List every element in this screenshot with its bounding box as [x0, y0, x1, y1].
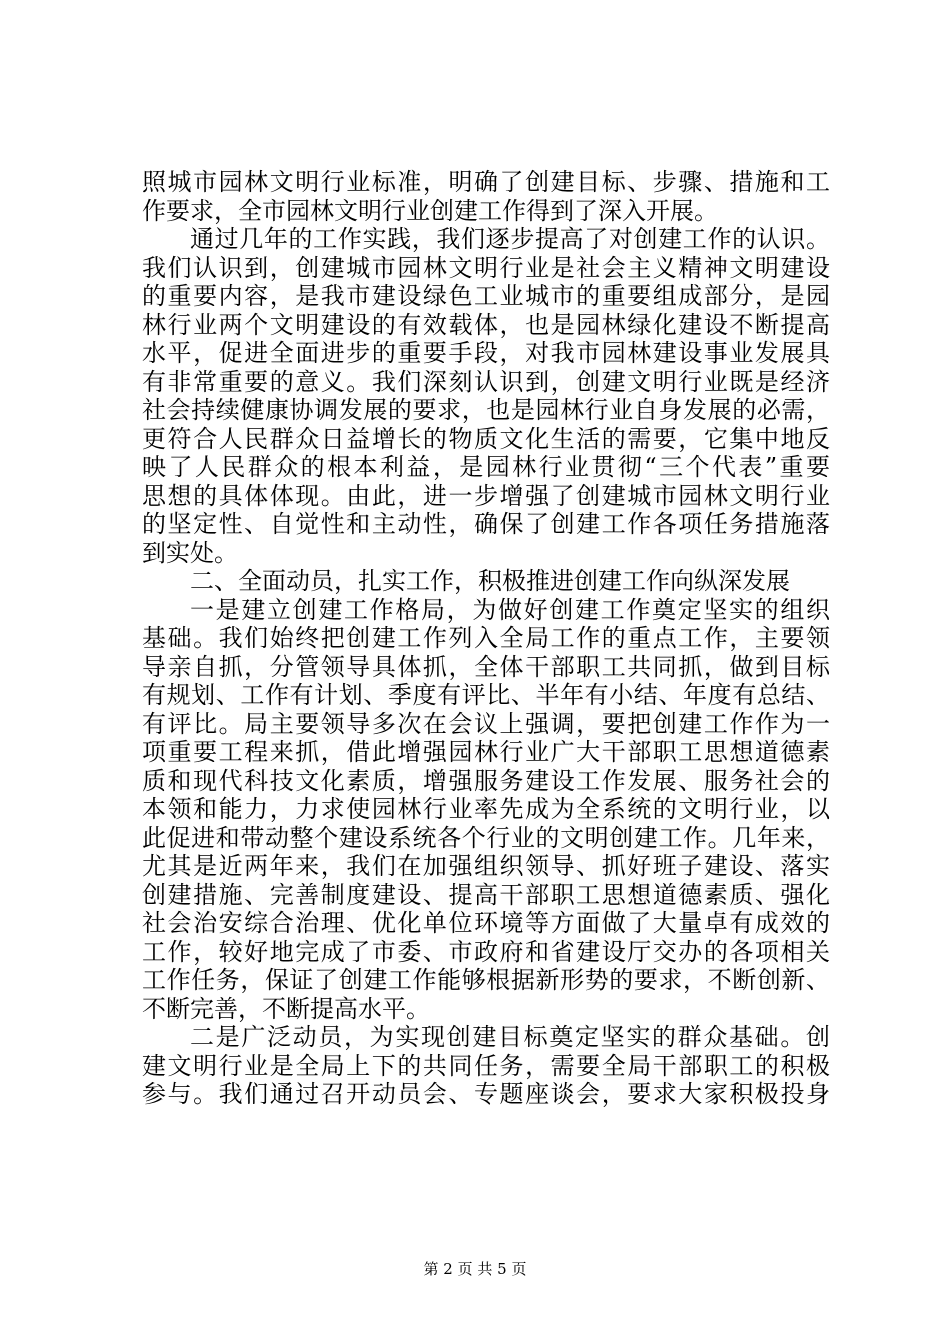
text-line: 思想的具体体现。由此，进一步增强了创建城市园林文明行业: [142, 481, 830, 510]
text-line: 我们认识到，创建城市园林文明行业是社会主义精神文明建设: [142, 253, 830, 282]
section-heading: 二、全面动员，扎实工作，积极推进创建工作向纵深发展: [190, 567, 790, 595]
text-line: 林行业两个文明建设的有效载体，也是园林绿化建设不断提高: [142, 310, 830, 339]
text-line: 建文明行业是全局上下的共同任务，需要全局干部职工的积极: [142, 1051, 830, 1080]
paragraph-first-line: 通过几年的工作实践，我们逐步提高了对创建工作的认识。: [190, 225, 830, 253]
text-line: 作要求，全市园林文明行业创建工作得到了深入开展。: [142, 196, 718, 225]
text-line: 到实处。: [142, 538, 238, 567]
text-line: 映了人民群众的根本利益，是园林行业贯彻“三个代表”重要: [142, 453, 830, 481]
text-line: 基础。我们始终把创建工作列入全局工作的重点工作，主要领: [142, 624, 830, 652]
text-line: 质和现代科技文化素质，增强服务建设工作发展、服务社会的: [142, 766, 830, 795]
text-line: 工作，较好地完成了市委、市政府和省建设厅交办的各项相关: [142, 937, 830, 966]
text-line: 此促进和带动整个建设系统各个行业的文明创建工作。几年来，: [142, 823, 830, 852]
text-line: 社会治安综合治理、优化单位环境等方面做了大量卓有成效的: [142, 909, 830, 937]
text-line: 水平，促进全面进步的重要手段，对我市园林建设事业发展具: [142, 339, 830, 367]
body-text: [142, 168, 830, 1109]
text-line: 有非常重要的意义。我们深刻认识到，创建文明行业既是经济: [142, 367, 830, 396]
text-line: 有评比。局主要领导多次在会议上强调，要把创建工作作为一: [142, 709, 830, 738]
text-line: 项重要工程来抓，借此增强园林行业广大干部职工思想道德素: [142, 738, 830, 766]
text-line: 更符合人民群众日益增长的物质文化生活的需要，它集中地反: [142, 424, 830, 453]
text-line: 社会持续健康协调发展的要求，也是园林行业自身发展的必需，: [142, 396, 830, 424]
text-line: 不断完善，不断提高水平。: [142, 994, 430, 1023]
text-line: 参与。我们通过召开动员会、专题座谈会，要求大家积极投身: [142, 1080, 830, 1108]
paragraph-first-line: 一是建立创建工作格局，为做好创建工作奠定坚实的组织: [190, 595, 830, 624]
paragraph-first-line: 二是广泛动员，为实现创建目标奠定坚实的群众基础。创: [190, 1023, 830, 1051]
text-line: 有规划、工作有计划、季度有评比、半年有小结、年度有总结、: [142, 681, 830, 709]
text-line: 工作任务，保证了创建工作能够根据新形势的要求，不断创新、: [142, 966, 830, 994]
text-line: 照城市园林文明行业标准，明确了创建目标、步骤、措施和工: [142, 168, 830, 196]
text-line: 导亲自抓，分管领导具体抓，全体干部职工共同抓，做到目标: [142, 652, 830, 681]
text-line: 本领和能力，力求使园林行业率先成为全系统的文明行业，以: [142, 795, 830, 823]
text-line: 创建措施、完善制度建设、提高干部职工思想道德素质、强化: [142, 880, 830, 909]
text-line: 的坚定性、自觉性和主动性，确保了创建工作各项任务措施落: [142, 510, 830, 538]
text-line: 尤其是近两年来，我们在加强组织领导、抓好班子建设、落实: [142, 852, 830, 880]
page-number: 第 2 页 共 5 页: [423, 1260, 527, 1278]
text-line: 的重要内容，是我市建设绿色工业城市的重要组成部分，是园: [142, 282, 830, 310]
